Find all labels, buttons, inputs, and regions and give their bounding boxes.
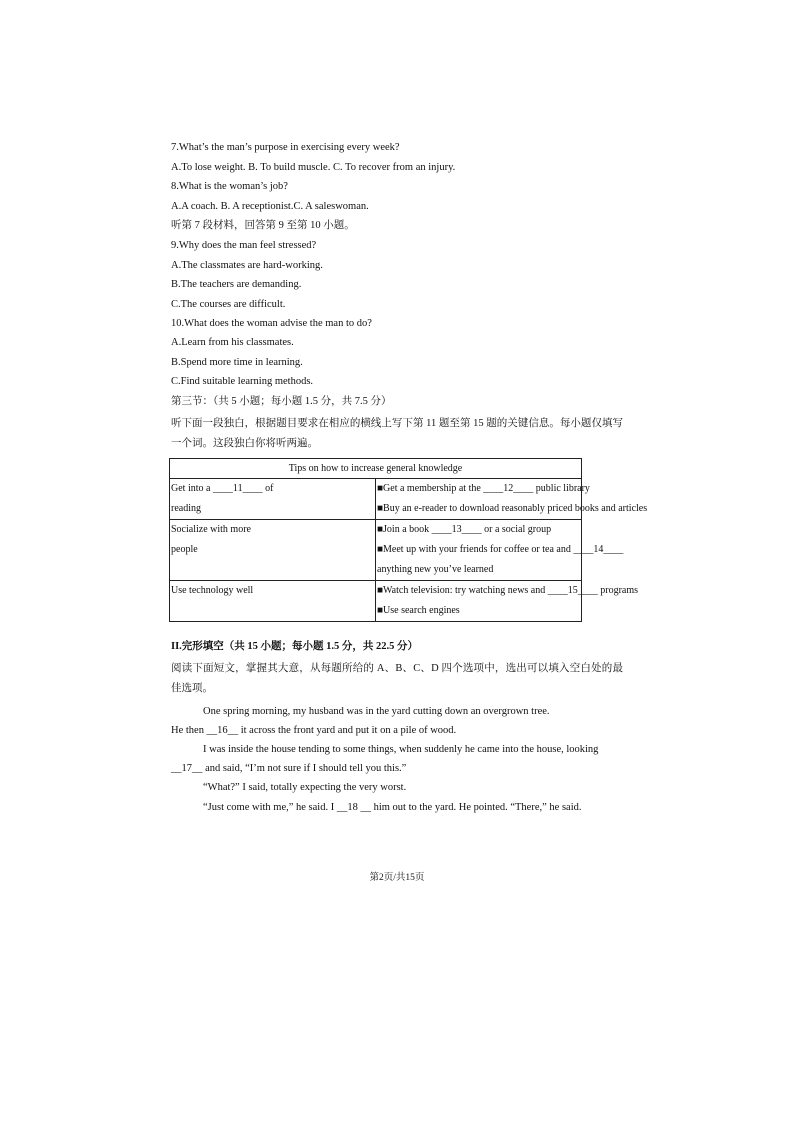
question-10-option-b: B.Spend more time in learning. (171, 357, 303, 368)
tip-line: ■Use search engines (377, 605, 460, 616)
question-9: 9.Why does the man feel stressed? (171, 240, 317, 251)
table-header-row (170, 459, 582, 479)
table-row-tips (376, 520, 624, 581)
passage-line: “Just come with me,” he said. I __18 __ him out to the yard. He pointed. “There,” he said. (203, 802, 582, 813)
table-row (170, 479, 582, 520)
table-row-tips (376, 479, 648, 520)
row-label-line: people (171, 544, 198, 555)
passage-line: “What?” I said, totally expecting the very worst. (203, 782, 407, 793)
tips-table (169, 458, 648, 622)
tip-line: ■Watch television: try watching news and ____15____ programs (377, 585, 639, 596)
question-9-option-c: C.The courses are difficult. (171, 299, 286, 310)
table-row-tips (376, 581, 639, 622)
table-row-label (170, 520, 376, 581)
tip-line: ■Buy an e-reader to download reasonably priced books and articles (377, 503, 648, 514)
passage-line: One spring morning, my husband was in the yard cutting down an overgrown tree. (203, 706, 550, 717)
section-instruction-7: 听第 7 段材料，回答第 9 至第 10 小题。 (171, 220, 355, 231)
section-three-heading: 第三节：（共 5 小题；每小题 1.5 分，共 7.5 分） (171, 396, 392, 407)
page-number: 第2页/共15页 (369, 873, 425, 883)
question-8-options: A.A coach. B. A receptionist.C. A saleswoman. (171, 201, 369, 212)
row-label-line: Use technology well (171, 585, 254, 596)
tip-line: anything new you’ve learned (377, 564, 494, 575)
question-9-option-a: A.The classmates are hard-working. (171, 260, 323, 271)
table-row (170, 581, 582, 622)
table-title: Tips on how to increase general knowledge (170, 459, 582, 479)
passage-line: __17__ and said, “I’m not sure if I should tell you this.” (171, 763, 407, 774)
section-three-instruction: 听下面一段独白，根据题目要求在相应的横线上写下第 11 题至第 15 题的关键信息。每小题仅填写一个词。这段独白你将听两遍。 (171, 418, 623, 449)
question-10: 10.What does the woman advise the man to do? (171, 318, 372, 329)
tip-line: ■Get a membership at the ____12____ public library (377, 483, 590, 494)
tip-line: ■Meet up with your friends for coffee or tea and ____14____ (377, 544, 624, 555)
cloze-instruction: 阅读下面短文，掌握其大意，从每题所给的 A、B、C、D 四个选项中，选出可以填入空白处的最佳选项。 (171, 663, 623, 694)
cloze-heading: II.完形填空（共 15 小题；每小题 1.5 分，共 22.5 分） (171, 641, 419, 652)
table-row (170, 520, 582, 581)
question-8: 8.What is the woman’s job? (171, 181, 288, 192)
row-label-line: Socialize with more (171, 524, 251, 535)
question-7: 7.What’s the man’s purpose in exercising every week? (171, 142, 400, 153)
tip-line: ■Join a book ____13____ or a social group (377, 524, 552, 535)
table-row-label (170, 479, 376, 520)
question-10-option-c: C.Find suitable learning methods. (171, 376, 314, 387)
question-7-options: A.To lose weight. B. To build muscle. C. To recover from an injury. (171, 162, 456, 173)
question-10-option-a: A.Learn from his classmates. (171, 337, 294, 348)
question-9-option-b: B.The teachers are demanding. (171, 279, 302, 290)
row-label-line: Get into a ____11____ of (171, 483, 274, 494)
passage-line: I was inside the house tending to some things, when suddenly he came into the house, looking (203, 744, 599, 755)
table-row-label (170, 581, 376, 622)
passage-line: He then __16__ it across the front yard and put it on a pile of wood. (171, 725, 457, 736)
row-label-line: reading (171, 503, 201, 514)
